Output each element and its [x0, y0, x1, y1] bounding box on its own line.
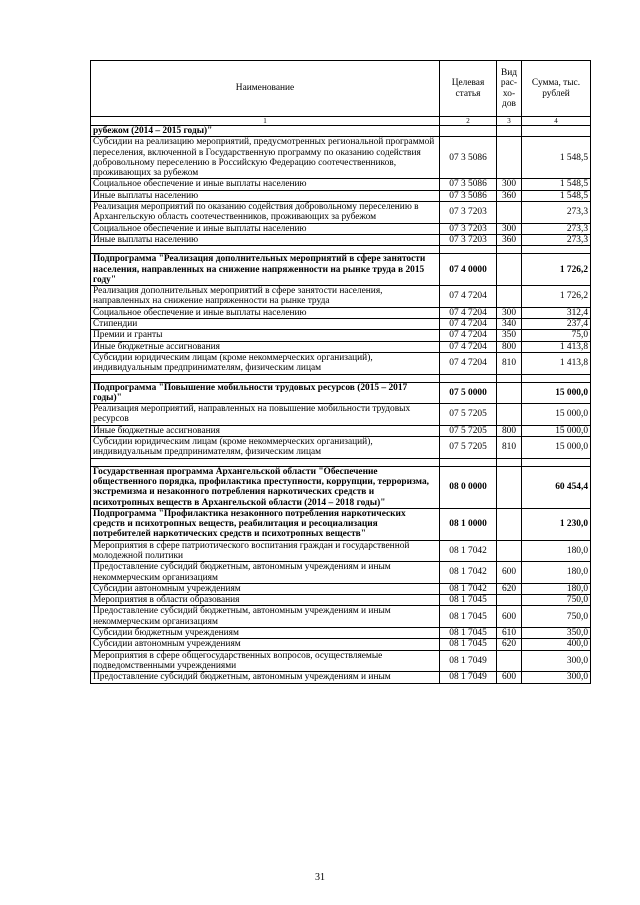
table-row: [91, 126, 591, 137]
row-name: Субсидии автономным учреждениям: [91, 583, 440, 594]
row-amount: [522, 458, 591, 466]
row-expense-type: [497, 202, 522, 224]
row-name: Мероприятия в области образования: [91, 595, 440, 606]
row-expense-type: [497, 508, 522, 540]
table-row: [91, 425, 591, 436]
row-target-code: 07 5 0000: [440, 382, 497, 404]
row-name: Мероприятия в сфере патриотического воспитания граждан и государственной молодежной политики: [91, 540, 440, 562]
row-name: Реализация мероприятий по оказанию содействия добровольному переселению в Архангельскую область соотечественников, проживающих за рубежом: [91, 202, 440, 224]
spacer-row: [91, 458, 591, 466]
table-row: [91, 330, 591, 341]
row-target-code: 08 0 0000: [440, 466, 497, 508]
row-amount: 1 548,5: [522, 190, 591, 201]
row-expense-type: 600: [497, 672, 522, 683]
row-expense-type: [497, 254, 522, 286]
row-target-code: 07 4 0000: [440, 254, 497, 286]
row-amount: 750,0: [522, 606, 591, 628]
row-target-code: 08 1 7045: [440, 639, 497, 650]
table-row: [91, 540, 591, 562]
row-amount: 15 000,0: [522, 437, 591, 459]
row-target-code: 08 1 7049: [440, 650, 497, 672]
row-amount: 1 726,2: [522, 254, 591, 286]
row-expense-type: [497, 126, 522, 137]
row-name: [91, 458, 440, 466]
row-amount: 273,3: [522, 223, 591, 234]
row-target-code: 08 1 7045: [440, 595, 497, 606]
row-amount: 300,0: [522, 672, 591, 683]
row-target-code: 08 1 0000: [440, 508, 497, 540]
row-name: Предоставление субсидий бюджетным, автономным учреждениям и иным некоммерческим организациям: [91, 562, 440, 584]
row-name: рубежом (2014 – 2015 годы)": [91, 126, 440, 137]
table-row: [91, 650, 591, 672]
row-name: Подпрограмма "Реализация дополнительных мероприятий в сфере занятости населения, направленных на снижение напряженности на рынке труда в 2015 году": [91, 254, 440, 286]
row-target-code: [440, 246, 497, 254]
row-expense-type: [497, 137, 522, 179]
row-amount: 60 454,4: [522, 466, 591, 508]
row-expense-type: 600: [497, 606, 522, 628]
table-row: [91, 672, 591, 683]
table-row: [91, 223, 591, 234]
row-expense-type: [497, 466, 522, 508]
row-amount: [522, 246, 591, 254]
row-name: Предоставление субсидий бюджетным, автономным учреждениям и иным: [91, 672, 440, 683]
table-row: [91, 286, 591, 308]
table-row: [91, 352, 591, 374]
row-amount: 312,4: [522, 307, 591, 318]
table-row: [91, 202, 591, 224]
table-row: [91, 190, 591, 201]
row-amount: 1 230,0: [522, 508, 591, 540]
row-target-code: 08 1 7045: [440, 606, 497, 628]
row-amount: 180,0: [522, 562, 591, 584]
header-type-line: хо-: [502, 88, 516, 99]
row-target-code: 07 3 7203: [440, 234, 497, 245]
row-target-code: 07 4 7204: [440, 286, 497, 308]
row-name: Премии и гранты: [91, 330, 440, 341]
row-name: Субсидии юридическим лицам (кроме некоммерческих организаций), индивидуальным предпринимателям, физическим лицам: [91, 437, 440, 459]
row-amount: 1 726,2: [522, 286, 591, 308]
row-target-code: [440, 126, 497, 137]
spacer-row: [91, 246, 591, 254]
table-row: [91, 437, 591, 459]
row-amount: [522, 126, 591, 137]
row-amount: 180,0: [522, 540, 591, 562]
row-amount: 15 000,0: [522, 404, 591, 426]
header-code: Целевая статья: [440, 61, 497, 117]
table-row: [91, 606, 591, 628]
row-amount: 75,0: [522, 330, 591, 341]
header-type-line: рас-: [500, 78, 518, 89]
row-amount: 750,0: [522, 595, 591, 606]
row-name: Иные бюджетные ассигнования: [91, 425, 440, 436]
header-type-line: дов: [502, 98, 516, 109]
row-target-code: 07 4 7204: [440, 341, 497, 352]
row-expense-type: [497, 458, 522, 466]
row-expense-type: [497, 374, 522, 382]
budget-table-container: [90, 60, 590, 684]
row-target-code: 08 1 7049: [440, 672, 497, 683]
budget-table: [90, 60, 591, 684]
table-row: [91, 583, 591, 594]
row-expense-type: 810: [497, 352, 522, 374]
row-amount: 1 548,5: [522, 179, 591, 190]
row-expense-type: 610: [497, 628, 522, 639]
header-type-line: Вид: [500, 67, 518, 78]
row-amount: 15 000,0: [522, 382, 591, 404]
row-amount: 1 413,8: [522, 352, 591, 374]
header-sum: Сумма, тыс. рублей: [522, 61, 591, 117]
table-row: [91, 319, 591, 330]
row-target-code: 07 4 7204: [440, 319, 497, 330]
row-name: [91, 246, 440, 254]
row-amount: [522, 374, 591, 382]
row-expense-type: 340: [497, 319, 522, 330]
row-amount: 180,0: [522, 583, 591, 594]
table-row: [91, 341, 591, 352]
row-target-code: 07 3 5086: [440, 190, 497, 201]
row-name: Реализация мероприятий, направленных на повышение мобильности трудовых ресурсов: [91, 404, 440, 426]
row-target-code: [440, 374, 497, 382]
row-target-code: 07 3 5086: [440, 179, 497, 190]
row-name: Государственная программа Архангельской области "Обеспечение общественного порядка, профилактика преступности, коррупции, терроризма, экстремизма и незаконного потребления наркотических средств и психотропных веществ в Архангельской области (2014 – 2018 годы)": [91, 466, 440, 508]
row-target-code: 08 1 7042: [440, 540, 497, 562]
row-target-code: 07 4 7204: [440, 352, 497, 374]
row-expense-type: [497, 382, 522, 404]
header-type: [497, 61, 522, 117]
row-expense-type: 350: [497, 330, 522, 341]
row-name: Социальное обеспечение и иные выплаты населению: [91, 307, 440, 318]
row-name: Субсидии юридическим лицам (кроме некоммерческих организаций), индивидуальным предпринимателям, физическим лицам: [91, 352, 440, 374]
spacer-row: [91, 374, 591, 382]
row-name: Социальное обеспечение и иные выплаты населению: [91, 179, 440, 190]
row-amount: 350,0: [522, 628, 591, 639]
column-number: 3: [497, 117, 522, 126]
table-row: [91, 639, 591, 650]
row-amount: 400,0: [522, 639, 591, 650]
row-name: Субсидии на реализацию мероприятий, предусмотренных региональной программой переселения, включенной в Государственную программу по оказанию содействия добровольному переселению в Российскую Федерацию соотечественников, проживающих за рубежом: [91, 137, 440, 179]
row-target-code: 07 3 7203: [440, 223, 497, 234]
row-amount: 1 548,5: [522, 137, 591, 179]
table-row: [91, 179, 591, 190]
row-name: Мероприятия в сфере общегосударственных вопросов, осуществляемые подведомственными учреждениями: [91, 650, 440, 672]
row-target-code: 08 1 7042: [440, 562, 497, 584]
row-target-code: 07 5 7205: [440, 437, 497, 459]
row-amount: 273,3: [522, 234, 591, 245]
row-target-code: 07 5 7205: [440, 425, 497, 436]
row-expense-type: 600: [497, 562, 522, 584]
row-target-code: 07 5 7205: [440, 404, 497, 426]
row-target-code: 07 3 7203: [440, 202, 497, 224]
header-name: Наименование: [91, 61, 440, 117]
row-target-code: 08 1 7042: [440, 583, 497, 594]
row-amount: 15 000,0: [522, 425, 591, 436]
row-target-code: 07 3 5086: [440, 137, 497, 179]
row-expense-type: 360: [497, 190, 522, 201]
table-body: [91, 126, 591, 684]
row-name: Субсидии автономным учреждениям: [91, 639, 440, 650]
page-number: 31: [315, 872, 325, 883]
table-row: [91, 508, 591, 540]
row-amount: 300,0: [522, 650, 591, 672]
row-expense-type: 620: [497, 583, 522, 594]
row-target-code: 07 4 7204: [440, 307, 497, 318]
row-expense-type: 300: [497, 223, 522, 234]
row-expense-type: [497, 286, 522, 308]
row-expense-type: [497, 540, 522, 562]
row-name: Иные выплаты населению: [91, 234, 440, 245]
row-name: Иные выплаты населению: [91, 190, 440, 201]
row-name: Социальное обеспечение и иные выплаты населению: [91, 223, 440, 234]
table-row: [91, 254, 591, 286]
row-expense-type: 800: [497, 425, 522, 436]
row-expense-type: [497, 404, 522, 426]
table-row: [91, 466, 591, 508]
row-name: Субсидии бюджетным учреждениям: [91, 628, 440, 639]
column-number: 1: [91, 117, 440, 126]
row-expense-type: 300: [497, 179, 522, 190]
column-number: 4: [522, 117, 591, 126]
table-row: [91, 628, 591, 639]
table-row: [91, 234, 591, 245]
row-expense-type: [497, 246, 522, 254]
row-amount: 273,3: [522, 202, 591, 224]
row-expense-type: 810: [497, 437, 522, 459]
row-expense-type: 620: [497, 639, 522, 650]
row-name: Стипендии: [91, 319, 440, 330]
table-row: [91, 137, 591, 179]
row-expense-type: [497, 595, 522, 606]
row-name: Подпрограмма "Повышение мобильности трудовых ресурсов (2015 – 2017 годы)": [91, 382, 440, 404]
row-expense-type: 300: [497, 307, 522, 318]
row-expense-type: [497, 650, 522, 672]
row-target-code: 07 4 7204: [440, 330, 497, 341]
row-name: Предоставление субсидий бюджетным, автономным учреждениям и иным некоммерческим организациям: [91, 606, 440, 628]
row-target-code: 08 1 7045: [440, 628, 497, 639]
row-target-code: [440, 458, 497, 466]
table-row: [91, 595, 591, 606]
column-number: 2: [440, 117, 497, 126]
row-name: Иные бюджетные ассигнования: [91, 341, 440, 352]
row-expense-type: 800: [497, 341, 522, 352]
row-name: Подпрограмма "Профилактика незаконного потребления наркотических средств и психотропных веществ, реабилитация и ресоциализация потребителей наркотических средств и психотропных веществ": [91, 508, 440, 540]
row-name: [91, 374, 440, 382]
table-row: [91, 562, 591, 584]
row-amount: 1 413,8: [522, 341, 591, 352]
row-amount: 237,4: [522, 319, 591, 330]
table-row: [91, 307, 591, 318]
row-name: Реализация дополнительных мероприятий в сфере занятости населения, направленных на снижение напряженности на рынке труда: [91, 286, 440, 308]
table-row: [91, 382, 591, 404]
row-expense-type: 360: [497, 234, 522, 245]
table-row: [91, 404, 591, 426]
